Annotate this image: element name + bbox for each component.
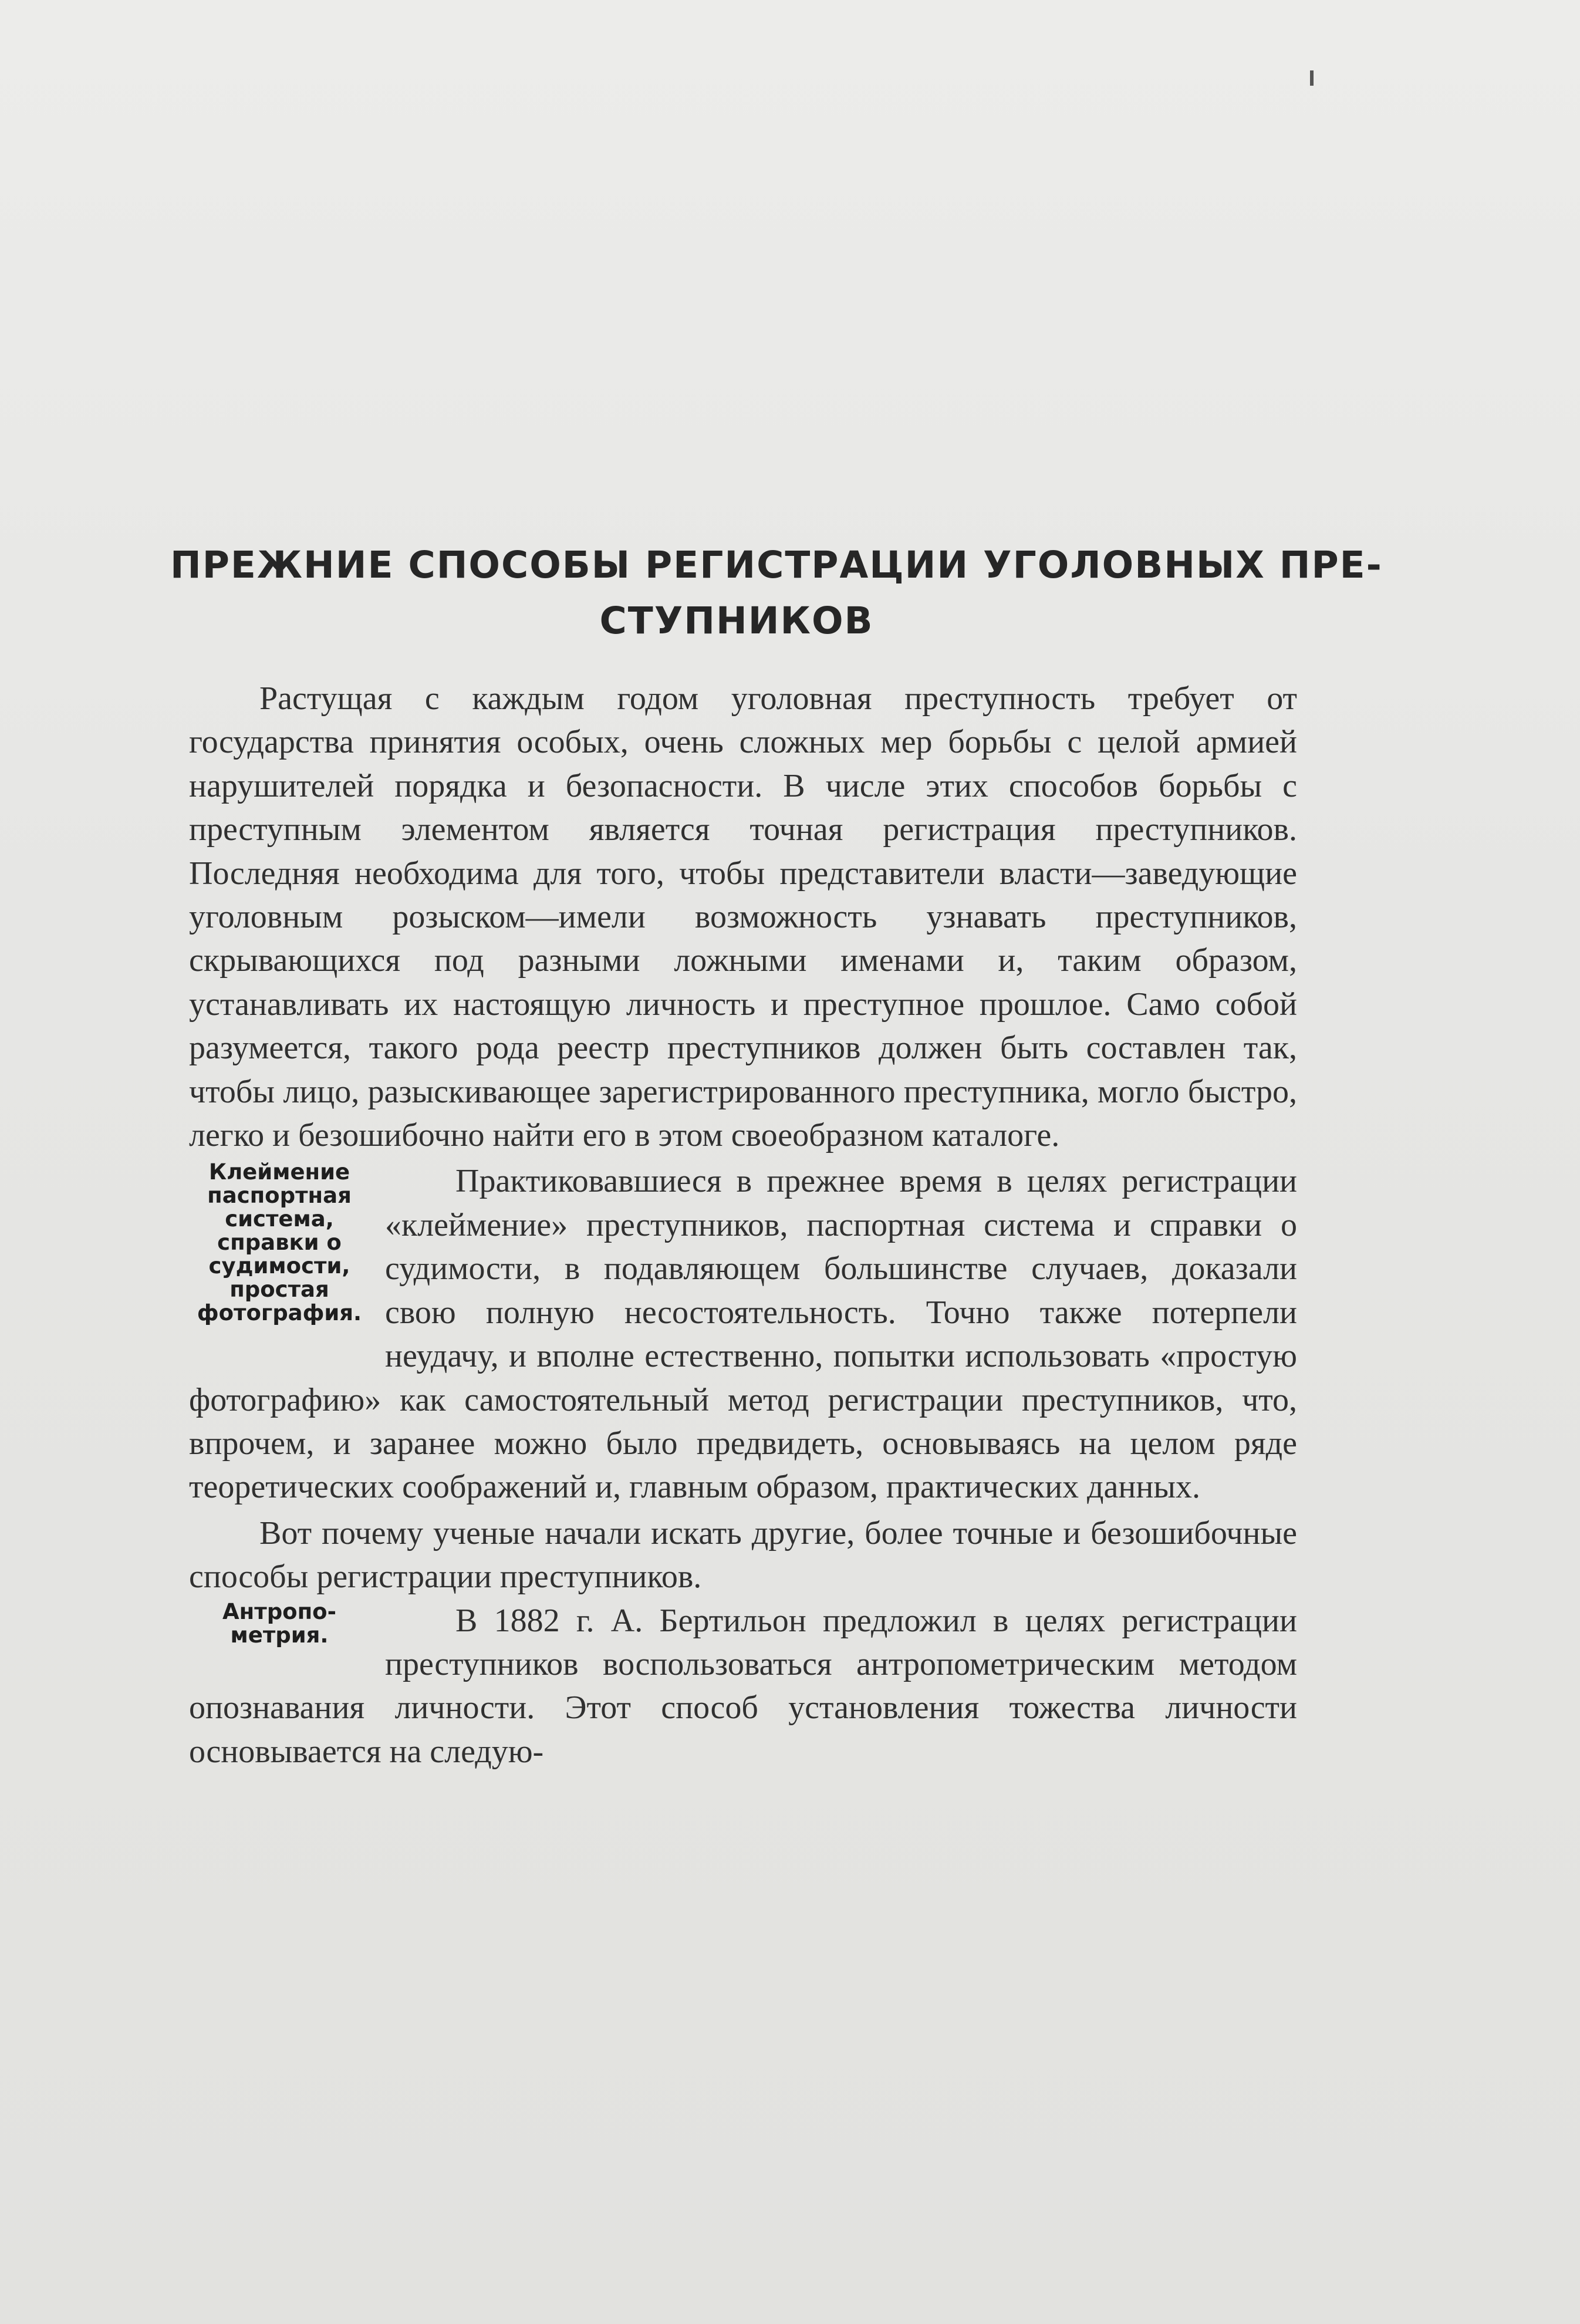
margin-note-line: фотография. <box>197 1300 362 1326</box>
margin-note-line: метрия. <box>230 1622 329 1648</box>
margin-note-registration <box>180 1161 379 1372</box>
heading-line-2: СТУПНИКОВ <box>599 599 874 642</box>
paragraph-4: В 1882 г. А. Бертильон предложил в целях регистрации преступников воспользоваться антропометрическим методом опознавания личности. Этот способ установления тожества личности основывается на следую- <box>189 1602 1297 1770</box>
heading-line-1: ПРЕЖНИЕ СПОСОБЫ РЕГИСТРАЦИИ УГОЛОВНЫХ ПРЕ- <box>170 544 1383 586</box>
margin-note-line: справки о <box>217 1230 342 1256</box>
margin-note-line: судимости, <box>208 1253 350 1279</box>
paragraph-2-container <box>189 1159 1297 1509</box>
paragraph-1: Растущая с каждым годом уголовная преступность требует от государства принятия особых, очень сложных мер борьбы с целой армией нарушителей порядка и безопасности. В числе этих способов борьбы с преступным элементом является точная регистрация преступников. Последняя необходима для того, чтобы представители власти—заведующие уголовным розыском—имели возможность узнавать преступников, скрывающихся под разными ложными именами и, таким образом, устанавливать их настоящую личность и преступное прошлое. Само собой разумеется, такого рода реестр преступников должен быть составлен так, чтобы лицо, разыскивающее зарегистрированного преступника, могло быстро, легко и безошибочно найти его в этом своеобразном каталоге. <box>189 680 1297 1154</box>
margin-note-line: простая <box>229 1277 329 1303</box>
ink-mark <box>1310 70 1314 86</box>
margin-note-line: Антропо- <box>222 1598 336 1624</box>
margin-note-line: паспортная <box>207 1183 352 1209</box>
paragraph-2: Практиковавшиеся в прежнее время в целях регистрации «клеймение» преступников, паспортная система и справки о судимости, в подавляющем большинстве случаев, доказали свою полную несостоятельность. Точно также потерпели неудачу, и вполне естественно, попытки использовать «простую фотографию» как самостоятельный метод регистрации преступников, что, впрочем, и заранее можно было предвидеть, основываясь на целом ряде теоретических соображений и, главным образом, практических данных. <box>189 1163 1297 1506</box>
body-text <box>189 677 1297 1773</box>
margin-note-line: система, <box>225 1206 334 1232</box>
paragraph-4-container <box>189 1599 1297 1774</box>
margin-note-anthropometry <box>180 1600 379 1682</box>
chapter-heading <box>170 537 1383 649</box>
paragraph-3: Вот почему ученые начали искать другие, более точные и безошибочные способы регистрации преступников. <box>189 1515 1297 1596</box>
margin-note-line: Клеймение <box>208 1159 350 1185</box>
